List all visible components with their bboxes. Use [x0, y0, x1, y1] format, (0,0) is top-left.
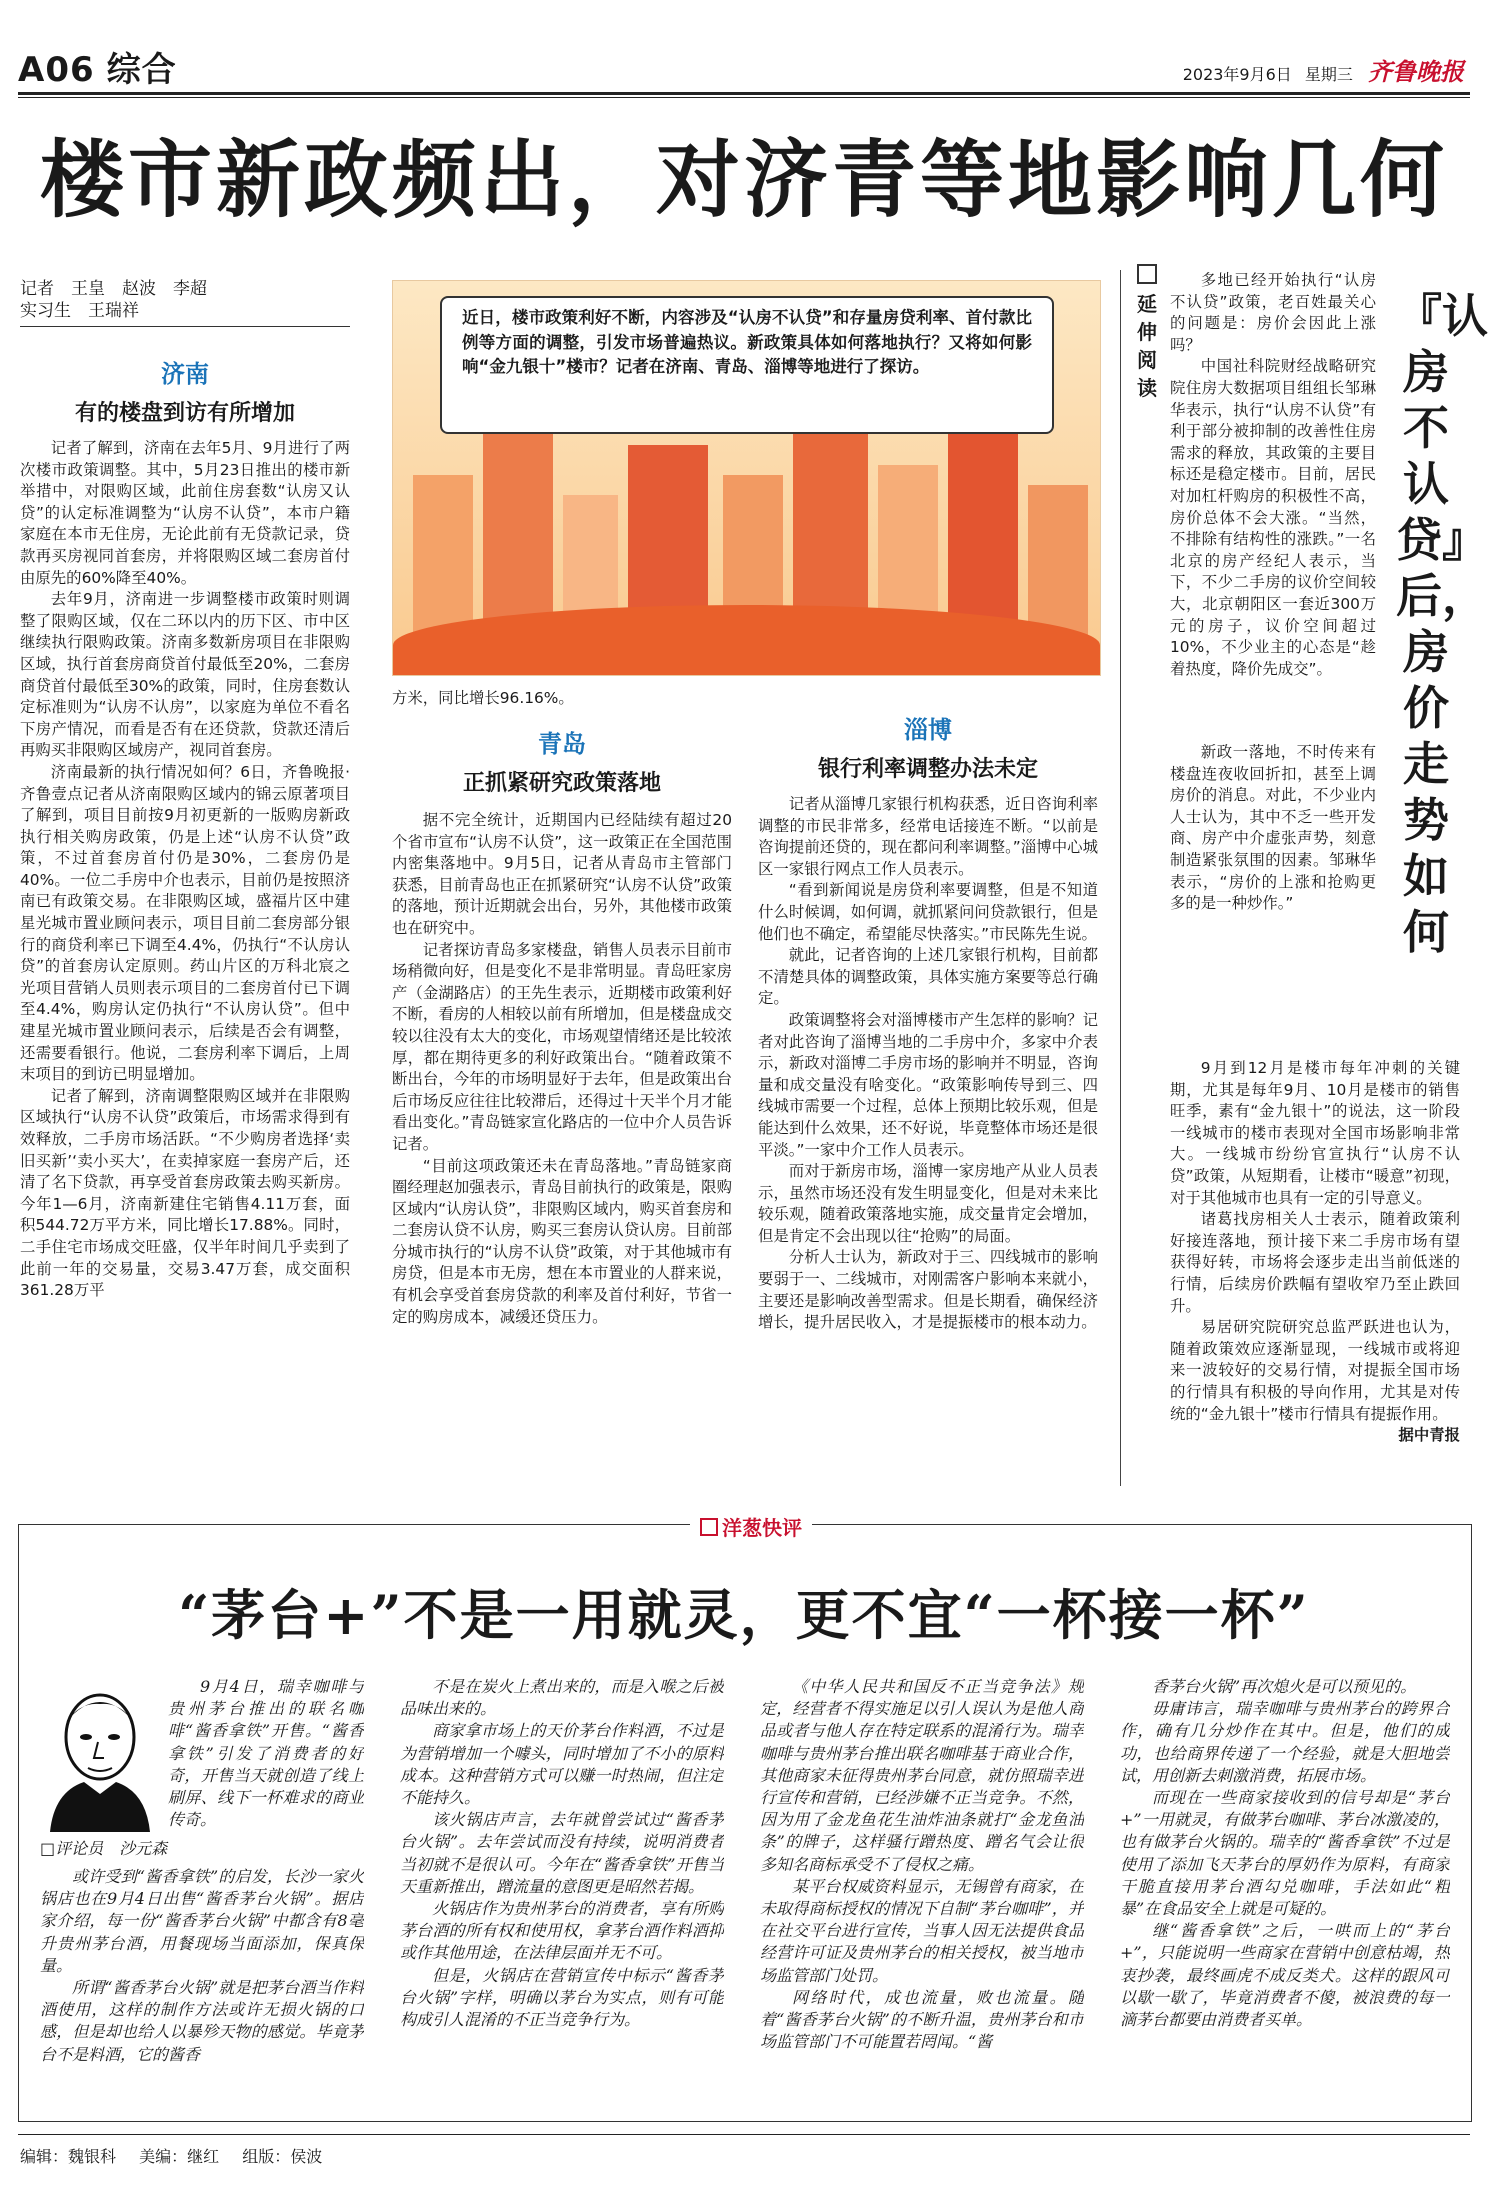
- paragraph: 不是在炭火上煮出来的，而是入喉之后被品味出来的。: [400, 1677, 724, 1719]
- paragraph: 新政一落地，不时传来有楼盘连夜收回折扣，甚至上调房价的消息。对此，不少业内人士认为，其中不乏一些开发商、房产中介虚张声势，刻意制造紧张氛围的因素。邹琳华表示，“房价的上涨和抢购更多的是一种炒作。”: [1170, 743, 1376, 913]
- opinion-tag: [690, 1512, 812, 1541]
- author-portrait: [40, 1682, 160, 1832]
- paragraph: 去年9月，济南进一步调整楼市政策时则调整了限购区域，仅在二环以内的历下区、市中区继续执行限购政策。济南多数新房项目在非限购区域，执行首套房商贷首付最低至20%，二套房商贷首付最低至30%的政策，同时，住房套数认定标准则为“认房不认房”，以家庭为单位不看名下房产情况，而看是否有在还贷款，贷款还清后再购买非限购区域房产，视同首套房。: [20, 590, 350, 760]
- sidebar-column-bottom: [1170, 1058, 1460, 1486]
- intro-lead: 近日，楼市政策利好不断，内容涉及“认房不认贷”和存量房贷利率、首付款比例等方面的调整，引发市场普遍热议。新政策具体如何落地执行？又将如何影响“金九银十”楼市？记者在济南、青岛、淄博等地进行了探访。: [462, 308, 1032, 376]
- paragraph: 所谓“酱香茅台火锅”就是把茅台酒当作料酒使用，这样的制作方法或许无损火锅的口感，但是却也给人以暴殄天物的感觉。毕竟茅台不是料酒，它的酱香: [40, 1978, 364, 2064]
- footer-credits: [20, 2144, 340, 2167]
- page-number: [18, 42, 177, 91]
- opinion-tag-label: 洋葱快评: [722, 1516, 802, 1540]
- paragraph: 记者从淄博几家银行机构获悉，近日咨询利率调整的市民非常多，经常电话接连不断。“以前是咨询提前还贷的，现在都问利率调整。”淄博中心城区一家银行网点工作人员表示。: [758, 795, 1098, 878]
- opinion-headline: “茅台+”不是一用就灵，更不宜“一杯接一杯”: [178, 1583, 1310, 1647]
- paragraph: 香茅台火锅”再次熄火是可以预见的。: [1152, 1677, 1417, 1696]
- paragraph: 商家拿市场上的天价茅台作料酒，不过是为营销增加一个噱头，同时增加了不小的原料成本。这种营销方式可以赚一时热闹，但注定不能持久。: [400, 1721, 724, 1808]
- city-jinan: 济南: [161, 360, 209, 388]
- opinion-column-4: [1120, 1676, 1450, 2112]
- brand-logo: 齐鲁晚报: [1368, 58, 1464, 86]
- footer-designer: 美编：继红: [139, 2147, 220, 2166]
- paragraph: 《中华人民共和国反不正当竞争法》规定，经营者不得实施足以引人误认为是他人商品或者与他人存在特定联系的混淆行为。瑞幸咖啡与贵州茅台推出联名咖啡基于商业合作，其他商家未征得贵州茅台同意，就仿照瑞幸进行宣传和营销，已经涉嫌不正当竞争。不然，因为用了金龙鱼花生油炸油条就打“金龙鱼油条”的牌子，这样骚行蹭热度、蹭名气会让很多知名商标承受不了侵权之痛。: [760, 1677, 1084, 1874]
- footer-editor: 编辑：魏银科: [20, 2147, 117, 2166]
- paragraph: 或许受到“酱香拿铁”的启发，长沙一家火锅店也在9月4日出售“酱香茅台火锅”。据店家介绍，每一份“酱香茅台火锅”中都含有8毫升贵州茅台酒，用餐现场当面添加，保真保量。: [40, 1867, 364, 1975]
- paragraph: 济南最新的执行情况如何？6日，齐鲁晚报·齐鲁壹点记者从济南限购区域内的锦云原著项目了解到，项目目前按9月初更新的一版购房新政执行相关购房政策，仍是上述“认房不认贷”政策，不过首套房首付仍是30%，二套房仍是40%。一位二手房中介也表示，目前仍是按照济南已有政策交易。在非限购区域，盛福片区中建星光城市置业顾问表示，项目目前二套房部分银行的商贷利率已下调至4.4%，仍执行“不认房认贷”的首套房认定原则。药山片区的万科北宸之光项目营销人员则表示项目的二套房首付已下调至4.4%，购房认定仍执行“不认房认贷”。但中建星光城市置业顾问表示，后续是否会有调整，还需要看银行。他说，二套房利率下调后，上周末项目的到访已明显增加。: [20, 762, 350, 1084]
- sidebar-tag-label: 延伸阅读: [1137, 292, 1157, 400]
- sidebar-source: 据中青报: [1398, 1426, 1460, 1445]
- issue-weekday: 星期三: [1304, 65, 1353, 84]
- opinion-column-1-top: [168, 1676, 364, 1866]
- sidebar-tag: [1134, 262, 1160, 402]
- sidebar-divider: [1120, 270, 1121, 1486]
- paragraph: 该火锅店声言，去年就曾尝试过“酱香茅台火锅”。去年尝试而没有持续，说明消费者当初就不是很认可。今年在“酱香拿铁”开售当天重新推出，蹭流量的意图更是昭然若揭。: [400, 1810, 724, 1896]
- paragraph: 而现在一些商家接收到的信号却是“茅台+”一用就灵，有做茅台咖啡、茅台冰激凌的，也有做茅台火锅的。瑞幸的“酱香拿铁”不过是使用了添加飞天茅台的厚奶作为原料，有商家干脆直接用茅台酒勾兑咖啡，手法如此“粗暴”在食品安全上就是可疑的。: [1120, 1788, 1450, 1919]
- paragraph: 中国社科院财经战略研究院住房大数据项目组组长邹琳华表示，执行“认房不认贷”有利于部分被抑制的改善性住房需求的释放，其政策的主要目标还是稳定楼市。目前，居民对加杠杆购房的积极性不高，房价总体不会大涨。“当然，不排除有结构性的涨跌。”一名北京的房产经纪人表示，当下，不少二手房的议价空间较大，北京朝阳区一套近300万元的房子，议价空间超过10%，不少业主的心态是“趁着热度，降价先成交”。: [1170, 357, 1376, 678]
- header-rule-thin: [18, 97, 1470, 98]
- footer-layout: 组版：侯波: [242, 2147, 323, 2166]
- paragraph: 方米，同比增长96.16%。: [392, 689, 574, 707]
- opinion-column-2: [400, 1676, 724, 2112]
- column-zibo: [758, 794, 1098, 1484]
- paragraph: 政策调整将会对淄博楼市产生怎样的影响？记者对此咨询了淄博当地的二手房中介，多家中介表示，新政对淄博二手房市场的影响并不明显，咨询量和成交量没有啥变化。“政策影响传导到三、四线城市需要一个过程，总体上预期比较乐观，但是能达到什么效果，还不好说，毕竟整体市场还是很平淡。”一家中介工作人员表示。: [758, 1010, 1098, 1159]
- square-icon: [1137, 264, 1157, 284]
- column-qingdao: [392, 810, 732, 1484]
- qingdao-carry: [392, 688, 732, 710]
- opinion-author: □评论员 沙元森: [40, 1839, 168, 1858]
- sidebar-column-top: [1170, 270, 1376, 740]
- sidebar-title: 『认房不认贷』后，房价走势如何: [1396, 289, 1488, 959]
- paragraph: “看到新闻说是房贷利率要调整，但是不知道什么时候调，如何调，就抓紧问问贷款银行，但是他们也不确定，希望能尽快落实。”市民陈先生说。: [758, 881, 1098, 943]
- subhead-jinan: 有的楼盘到访有所增加: [74, 400, 295, 426]
- square-icon: [700, 1518, 718, 1536]
- paragraph: 记者了解到，济南调整限购区域并在非限购区域执行“认房不认贷”政策后，市场需求得到有效释放，二手房市场活跃。“不少购房者选择‘卖旧买新’‘卖小买大’，在卖掉家庭一套房产后，还清了名下贷款，再享受首套房政策去购买新房。今年1—6月，济南新建住宅销售4.11万套，面积544.72万平方米，同比增长17.88%。同时，二手住宅市场成交旺盛，仅半年时间几乎卖到了此前一年的交易量，交易3.47万套，成交面积361.28万平: [20, 1086, 350, 1300]
- column-jinan: [20, 438, 350, 1484]
- paragraph: 毋庸讳言，瑞幸咖啡与贵州茅台的跨界合作，确有几分炒作在其中。但是，他们的成功，也给商界传递了一个经验，就是大胆地尝试，用创新去刺激消费，拓展市场。: [1120, 1699, 1450, 1785]
- footer-rule: [18, 2134, 1470, 2135]
- paragraph: 9月到12月是楼市每年冲刺的关键期，尤其是每年9月、10月是楼市的销售旺季，素有“金九银十”的说法，这一阶段一线城市的楼市表现对全国市场影响非常大。一线城市纷纷官宣执行“认房不认贷”政策，从短期看，让楼市“暖意”初现，对于其他城市也具有一定的引导意义。: [1170, 1059, 1460, 1207]
- paragraph: 继“酱香拿铁”之后，一哄而上的“茅台+”，只能说明一些商家在营销中创意枯竭，热衷抄袭，最终画虎不成反类犬。这样的跟风可以歇一歇了，毕竟消费者不傻，被浪费的每一滴茅台都要由消费者买单。: [1120, 1921, 1450, 2030]
- subhead-zibo: 银行利率调整办法未定: [817, 756, 1038, 782]
- paragraph: 某平台权威资料显示，无锡曾有商家，在未取得商标授权的情况下自制“茅台咖啡”，并在社交平台进行宣传，当事人因无法提供食品经营许可证及贵州茅台的相关授权，被当地市场监管部门处罚。: [760, 1876, 1084, 1985]
- paragraph: 分析人士认为，新政对于三、四线城市的影响要弱于一、二线城市，对刚需客户影响本来就小，主要还是影响改善型需求。但是长期看，确保经济增长，提升居民收入，才是提振楼市的根本动力。: [758, 1248, 1098, 1332]
- opinion-column-3: [760, 1676, 1084, 2112]
- header-rule: [18, 92, 1470, 95]
- paragraph: 易居研究院研究总监严跃进也认为，随着政策效应逐渐显现，一线城市或将迎来一波较好的交易行情，对提振全国市场的行情具有积极的导向作用，尤其是对传统的“金九银十”楼市行情具有提振作用。: [1170, 1318, 1460, 1423]
- main-headline: 楼市新政频出，对济青等地影响几何: [39, 130, 1448, 229]
- city-qingdao: 青岛: [538, 730, 586, 758]
- paragraph: 就此，记者咨询的上述几家银行机构，目前都不清楚具体的调整政策，具体实施方案要等总行确定。: [758, 946, 1098, 1008]
- byline: [20, 278, 350, 322]
- subhead-qingdao: 正抓紧研究政策落地: [462, 770, 661, 796]
- paragraph: 网络时代，成也流量，败也流量。随着“酱香茅台火锅”的不断升温，贵州茅台和市场监管部门不可能置若罔闻。“酱: [760, 1987, 1084, 2052]
- paragraph: “目前这项政策还未在青岛落地。”青岛链家商圈经理赵加强表示，青岛目前执行的政策是，限购区域内“认房认贷”，非限购区域内，购买首套房和二套房认贷不认房，购买三套房认贷认房。目前部分城市执行的“认房不认贷”政策，对于其他城市有房贷，但是本市无房，想在本市置业的人群来说，有机会享受首套房贷款的利率及首付利好，节省一定的购房成本，减缓还贷压力。: [392, 1156, 732, 1326]
- page-code: A06: [18, 50, 95, 90]
- byline-intern: 实习生 王瑞祥: [20, 301, 139, 321]
- paragraph: 而对于新房市场，淄博一家房地产从业人员表示，虽然市场还没有发生明显变化，但是对未来比较乐观，随着政策落地实施，成交量肯定会增加，但是肯定不会出现以往“抢购”的局面。: [758, 1162, 1098, 1245]
- paragraph: 火锅店作为贵州茅台的消费者，享有所购茅台酒的所有权和使用权，拿茅台酒作料酒抑或作其他用途，在法律层面并无不可。: [400, 1899, 724, 1963]
- paragraph: 但是，火锅店在营销宣传中标示“酱香茅台火锅”字样，明确以茅台为实点，则有可能构成引人混淆的不正当竞争行为。: [400, 1965, 724, 2030]
- section-name: 综合: [106, 50, 177, 90]
- paragraph: 记者了解到，济南在去年5月、9月进行了两次楼市政策调整。其中，5月23日推出的楼市新举措中，对限购区域，此前住房套数“认房又认贷”的认定标准调整为“认房不认贷”，本市户籍家庭在本市无住房，无论此前有无贷款记录，贷款再买房视同首套房，并将限购区域二套房首付由原先的60%降至40%。: [20, 439, 350, 587]
- issue-date: 2023年9月6日: [1182, 65, 1292, 84]
- paragraph: 诸葛找房相关人士表示，随着政策利好接连落地，预计接下来二手房市场有望获得好转，市场将会逐步走出当前低迷的行情，后续房价跌幅有望收窄乃至止跌回升。: [1170, 1210, 1460, 1315]
- paragraph: 据不完全统计，近期国内已经陆续有超过20个省市宣布“认房不认贷”，这一政策正在全国范围内密集落地中。9月5日，记者从青岛市主管部门获悉，目前青岛也正在抓紧研究“认房不认贷”政策的落地，预计近期就会出台，另外，其他楼市政策也在研究中。: [392, 811, 732, 937]
- byline-reporters: 记者 王皇 赵波 李超: [20, 279, 207, 299]
- byline-rule: [20, 326, 350, 327]
- paragraph: 记者探访青岛多家楼盘，销售人员表示目前市场稍微向好，但是变化不是非常明显。青岛旺家房产（金湖路店）的王先生表示，近期楼市政策利好不断，看房的人相较以前有所增加，但是楼盘成交较以往没有太大的变化，市场观望情绪还是比较浓厚，都在期待更多的利好政策出台。“随着政策不断出台，今年的市场明显好于去年，但是政策出台后市场反应往往比较滞后，还得过十天半个月才能看出变化。”青岛链家宣化路店的一位中介人员告诉记者。: [392, 940, 732, 1153]
- issue-info: [1183, 52, 1464, 87]
- city-zibo: 淄博: [904, 716, 952, 744]
- paragraph: 9月4日，瑞幸咖啡与贵州茅台推出的联名咖啡“酱香拿铁”开售。“酱香拿铁”引发了消费者的好奇，开售当天就创造了线上刷屏、线下一杯难求的商业传奇。: [168, 1677, 364, 1830]
- paragraph: 多地已经开始执行“认房不认贷”政策，老百姓最关心的问题是：房价会因此上涨吗？: [1170, 271, 1376, 354]
- sidebar-column-mid: [1170, 742, 1376, 1052]
- opinion-column-1: [40, 1866, 364, 2112]
